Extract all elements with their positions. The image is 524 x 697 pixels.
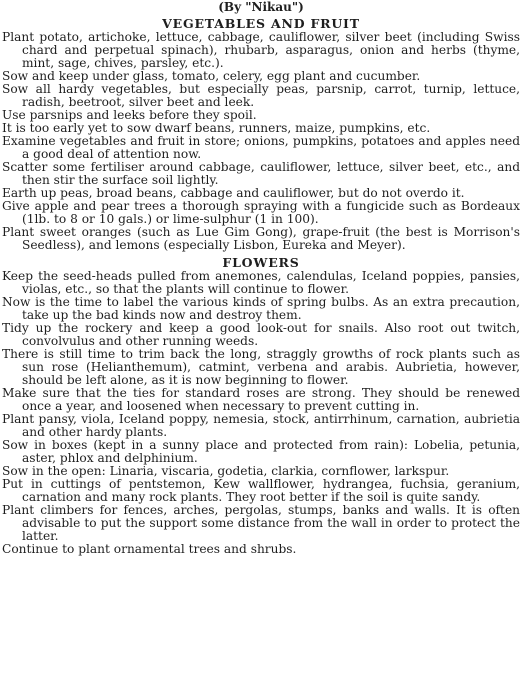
- author-byline: (By "Nikau"): [218, 0, 304, 14]
- list-item: Put in cuttings of pentstemon, Kew wallflower, hydrangea, fuchsia, geranium, carnation and many rock plants. They root better if the soil is quite sandy.: [2, 477, 520, 504]
- list-item: Sow in the open: Linaria, viscaria, godetia, clarkia, cornflower, larkspur.: [2, 464, 450, 478]
- list-item: Sow all hardy vegetables, but especially peas, parsnip, carrot, turnip, lettuce, radish, beetroot, silver beet and leek.: [2, 82, 520, 109]
- list-item: Continue to plant ornamental trees and shrubs.: [2, 542, 297, 556]
- list-item: Plant pansy, viola, Iceland poppy, nemesia, stock, antirrhinum, carnation, aubrietia and other hardy plants.: [2, 412, 520, 439]
- list-item: Keep the seed-heads pulled from anemones, calendulas, Iceland poppies, pansies, violas, etc., so that the plants will continue to flower.: [2, 269, 520, 296]
- list-item: Use parsnips and leeks before they spoil.: [2, 108, 257, 122]
- section-heading-flowers: FLOWERS: [222, 255, 300, 270]
- list-item: Scatter some fertiliser around cabbage, cauliflower, lettuce, silver beet, etc., and then stir the surface soil lightly.: [2, 160, 520, 187]
- list-item: Sow and keep under glass, tomato, celery, egg plant and cucumber.: [2, 69, 421, 83]
- list-item: Give apple and pear trees a thorough spraying with a fungicide such as Bordeaux (1lb. to 8 or 10 gals.) or lime-sulphur (1 in 100).: [2, 199, 520, 226]
- section-flowers: [2, 255, 520, 556]
- list-item: It is too early yet to sow dwarf beans, runners, maize, pumpkins, etc.: [2, 121, 431, 135]
- section-vegetables-and-fruit: [2, 16, 520, 252]
- list-item: Examine vegetables and fruit in store; onions, pumpkins, potatoes and apples need a good deal of attention now.: [2, 134, 520, 161]
- list-item: Earth up peas, broad beans, cabbage and cauliflower, but do not overdo it.: [2, 186, 465, 200]
- list-item: Tidy up the rockery and keep a good look-out for snails. Also root out twitch, convolvulus and other running weeds.: [2, 321, 520, 348]
- list-item: Sow in boxes (kept in a sunny place and protected from rain): Lobelia, petunia, aster, phlox and delphinium.: [2, 438, 520, 465]
- list-item: Make sure that the ties for standard roses are strong. They should be renewed once a year, and loosened when necessary to prevent cutting in.: [2, 386, 520, 413]
- list-item: Plant potato, artichoke, lettuce, cabbage, cauliflower, silver beet (including Swiss chard and perpetual spinach), rhubarb, asparagus, onion and herbs (thyme, mint, sage, chives, parsley, etc.).: [2, 30, 520, 70]
- list-item: Plant sweet oranges (such as Lue Gim Gong), grape-fruit (the best is Morrison's Seedless), and lemons (especially Lisbon, Eureka and Meyer).: [2, 225, 520, 252]
- list-item: Plant climbers for fences, arches, pergolas, stumps, banks and walls. It is often advisable to put the support some distance from the wall in order to protect the latter.: [2, 503, 520, 543]
- section-heading-vegetables-and-fruit: VEGETABLES AND FRUIT: [162, 16, 360, 31]
- list-item: There is still time to trim back the long, straggly growths of rock plants such as sun rose (Helianthemum), catmint, verbena and arabis. Aubrietia, however, should be left alone, as it is now beginning to flower.: [2, 347, 520, 387]
- list-item: Now is the time to label the various kinds of spring bulbs. As an extra precaution, take up the bad kinds now and destroy them.: [2, 295, 520, 322]
